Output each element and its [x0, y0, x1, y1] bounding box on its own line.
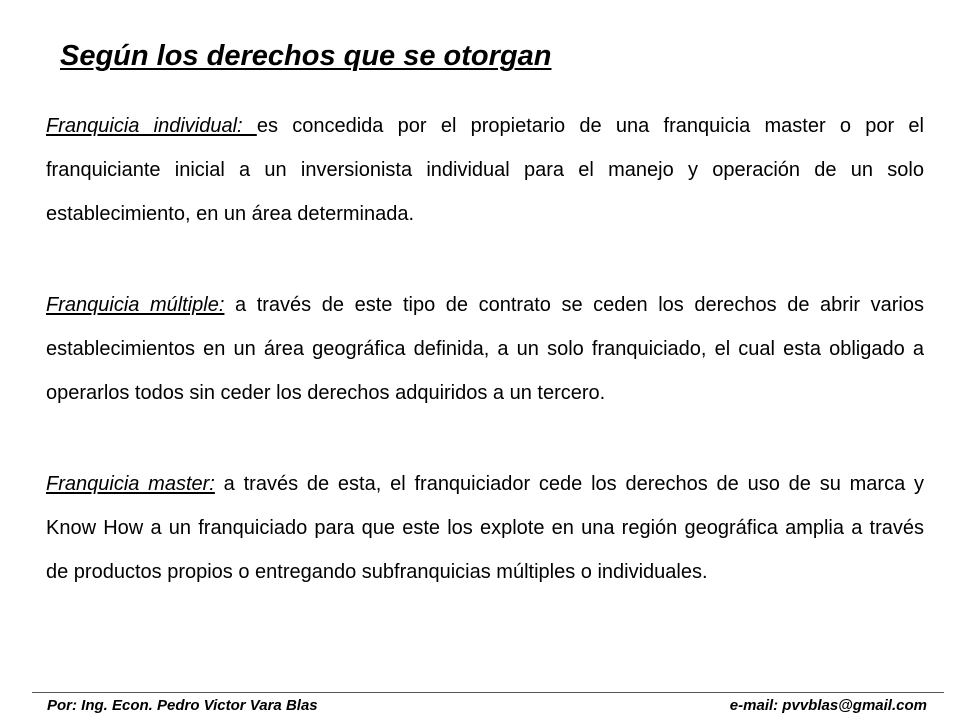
paragraph-franquicia-individual [46, 104, 924, 236]
paragraph-franquicia-master [46, 462, 924, 594]
term-franquicia-multiple: Franquicia múltiple: [46, 294, 225, 316]
footer-author: Por: Ing. Econ. Pedro Victor Vara Blas [47, 697, 318, 714]
footer-email: e-mail: pvvblas@gmail.com [729, 697, 927, 714]
term-franquicia-individual: Franquicia individual: [46, 115, 257, 137]
definition-franquicia-individual: es concedida por el propietario de una franquicia master o por el franquiciante inicial a un inversionista individual para el manejo y operación de un solo establecimiento, en un área determinada. [46, 115, 924, 225]
term-franquicia-master: Franquicia master: [46, 473, 215, 495]
slide-title: Según los derechos que se otorgan [60, 40, 552, 72]
definition-franquicia-multiple: a través de este tipo de contrato se ceden los derechos de abrir varios establecimientos en un área geográfica definida, a un solo franquiciado, el cual esta obligado a operarlos todos sin ceder los derechos adquiridos a un tercero. [46, 294, 924, 404]
paragraph-franquicia-multiple [46, 283, 924, 415]
content-body [46, 104, 924, 594]
definition-franquicia-master: a través de esta, el franquiciador cede los derechos de uso de su marca y Know How a un franquiciado para que este los explote en una región geográfica amplia a través de productos propios o entregando subfranquicias múltiples o individuales. [46, 473, 924, 583]
footer-divider [32, 692, 944, 693]
